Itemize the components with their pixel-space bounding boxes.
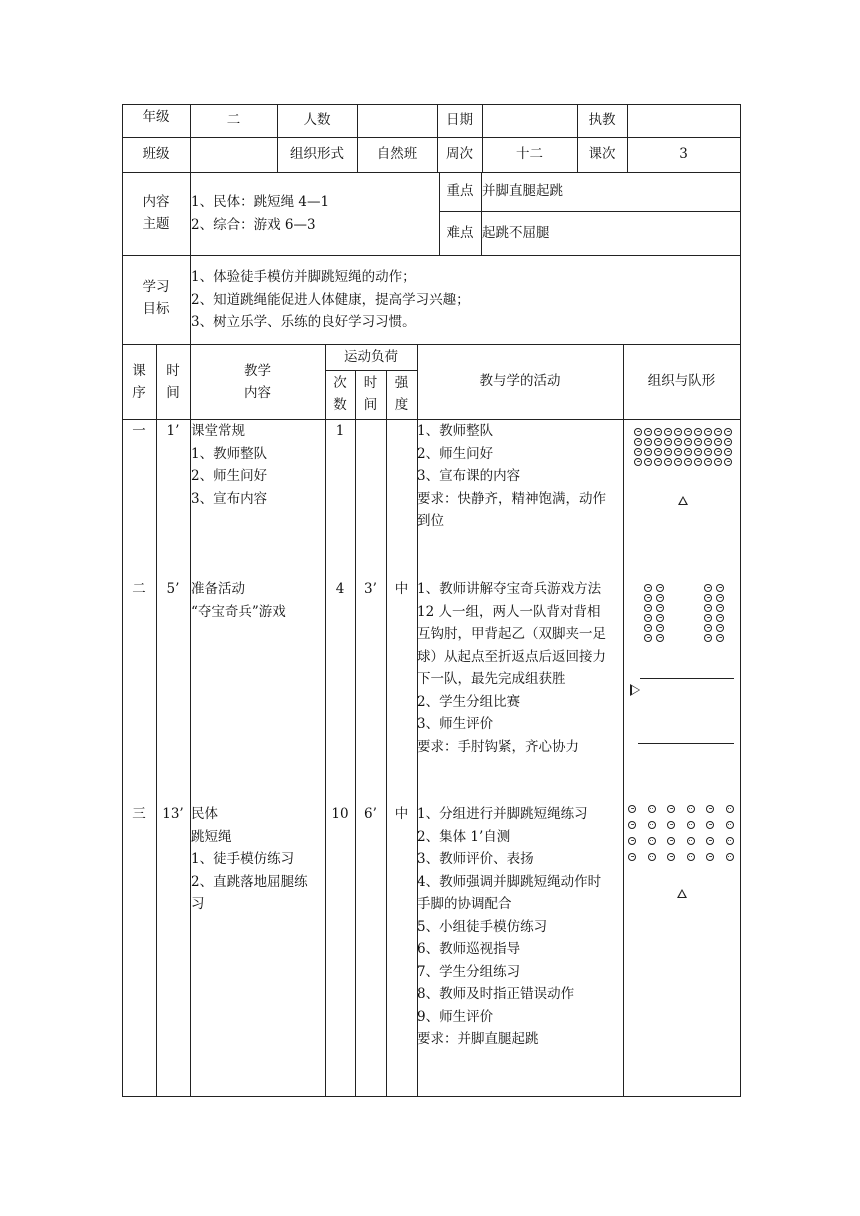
section-content-line: 1、教师整队 bbox=[191, 445, 268, 462]
student-icon bbox=[694, 458, 702, 466]
head-formation: 组织与队形 bbox=[647, 373, 716, 390]
student-icon bbox=[654, 428, 662, 436]
activity-line: 7、学生分组练习 bbox=[417, 963, 521, 980]
section-activity bbox=[417, 803, 623, 1051]
student-icon bbox=[656, 634, 664, 642]
difficulty-label: 难点 bbox=[446, 224, 474, 241]
student-icon bbox=[684, 428, 692, 436]
student-icon bbox=[716, 594, 724, 602]
activity-line: 3、宣布课的内容 bbox=[417, 468, 521, 484]
student-icon bbox=[704, 584, 712, 592]
student-icon bbox=[648, 821, 656, 829]
head-duration bbox=[355, 372, 386, 416]
student-icon bbox=[704, 594, 712, 602]
student-icon bbox=[694, 428, 702, 436]
student-icon bbox=[664, 428, 672, 436]
section-content-line: 准备活动 bbox=[191, 581, 245, 597]
student-icon bbox=[694, 448, 702, 456]
activity-line: 要求：并脚直腿起跳 bbox=[417, 1031, 539, 1047]
student-icon bbox=[704, 458, 712, 466]
head-duration-line: 时 bbox=[363, 375, 378, 391]
student-icon bbox=[704, 634, 712, 642]
student-icon bbox=[704, 614, 712, 622]
student-icon bbox=[656, 604, 664, 612]
student-icon bbox=[628, 837, 636, 845]
student-icon bbox=[724, 438, 732, 446]
student-icon bbox=[654, 448, 662, 456]
student-icon bbox=[687, 853, 695, 861]
section-content-line: 2、直跳落地屈腿练 bbox=[191, 873, 308, 890]
student-icon bbox=[644, 594, 652, 602]
student-icon bbox=[664, 438, 672, 446]
student-icon bbox=[716, 624, 724, 632]
activity-line: 到位 bbox=[417, 513, 444, 529]
student-icon bbox=[648, 805, 656, 813]
student-icon bbox=[674, 438, 682, 446]
grade-label: 年级 bbox=[142, 108, 170, 125]
activity-line: 8、教师及时指正错误动作 bbox=[417, 986, 575, 1002]
goals-list bbox=[191, 266, 731, 334]
activity-line: 2、学生分组比赛 bbox=[417, 693, 521, 710]
student-icon bbox=[644, 604, 652, 612]
goal-item: 2、知道跳绳能促进人体健康，提高学习兴趣； bbox=[191, 291, 470, 308]
activity-line: 要求：手肘钩紧，齐心协力 bbox=[417, 738, 579, 755]
student-icon bbox=[694, 438, 702, 446]
section-duration: 3’ bbox=[364, 580, 377, 597]
activity-line: 2、集体 1’自测 bbox=[417, 828, 511, 845]
student-icon bbox=[674, 428, 682, 436]
student-icon bbox=[644, 634, 652, 642]
class-label: 班级 bbox=[142, 146, 170, 163]
week-value: 十二 bbox=[516, 146, 543, 163]
section-count: 4 bbox=[335, 580, 345, 597]
head-content-line: 内容 bbox=[244, 385, 271, 401]
student-icon bbox=[684, 438, 692, 446]
student-icon bbox=[726, 853, 734, 861]
student-icon bbox=[704, 624, 712, 632]
week-label: 周次 bbox=[446, 146, 473, 163]
student-icon bbox=[704, 438, 712, 446]
section-content-line: 跳短绳 bbox=[191, 828, 232, 845]
student-icon bbox=[716, 604, 724, 612]
activity-line: 5、小组徒手模仿练习 bbox=[417, 918, 548, 935]
student-icon bbox=[644, 614, 652, 622]
student-icon bbox=[656, 584, 664, 592]
content-label bbox=[122, 191, 190, 235]
student-icon bbox=[664, 458, 672, 466]
section-intensity: 中 bbox=[394, 805, 409, 822]
student-icon bbox=[667, 805, 675, 813]
head-time bbox=[156, 360, 190, 404]
student-icon bbox=[628, 853, 636, 861]
student-icon bbox=[667, 853, 675, 861]
goals-label bbox=[122, 276, 190, 320]
student-icon bbox=[687, 837, 695, 845]
section-time: 13’ bbox=[162, 805, 184, 822]
student-icon bbox=[656, 614, 664, 622]
student-icon bbox=[634, 438, 642, 446]
student-icon bbox=[726, 821, 734, 829]
activity-line: 9、师生评价 bbox=[417, 1008, 494, 1025]
student-icon bbox=[714, 448, 722, 456]
section-count: 1 bbox=[335, 422, 345, 439]
section-order: 一 bbox=[132, 422, 146, 439]
student-icon bbox=[656, 594, 664, 602]
head-load: 运动负荷 bbox=[344, 349, 398, 366]
head-order-line: 课 bbox=[132, 363, 146, 379]
section-content-line: 民体 bbox=[191, 806, 218, 822]
student-icon bbox=[667, 837, 675, 845]
org-label: 组织形式 bbox=[290, 146, 344, 163]
student-icon bbox=[724, 458, 732, 466]
formation-diagram-2 bbox=[624, 578, 740, 748]
student-icon bbox=[644, 584, 652, 592]
student-icon bbox=[634, 448, 642, 456]
head-intensity-line: 度 bbox=[394, 397, 409, 413]
student-icon bbox=[667, 821, 675, 829]
head-time-line: 间 bbox=[166, 385, 180, 401]
content-label-line: 主题 bbox=[142, 216, 170, 232]
goals-label-line: 学习 bbox=[142, 279, 170, 295]
student-icon bbox=[648, 853, 656, 861]
activity-line: 12 人一组，两人一队背对背相 bbox=[417, 603, 601, 620]
section-content-line: 习 bbox=[191, 896, 205, 912]
people-value bbox=[357, 104, 437, 137]
boundary-line bbox=[640, 678, 734, 679]
content-topic-line: 2、综合：游戏 6—3 bbox=[191, 216, 316, 233]
key-label: 重点 bbox=[446, 183, 474, 200]
lesson-value: 3 bbox=[679, 146, 688, 163]
section-order: 二 bbox=[132, 580, 146, 597]
grade-value: 二 bbox=[226, 112, 241, 129]
student-icon bbox=[634, 458, 642, 466]
section-time: 1’ bbox=[166, 422, 180, 439]
section-content-line: “夺宝奇兵”游戏 bbox=[191, 603, 286, 620]
date-value bbox=[482, 104, 577, 137]
student-icon bbox=[704, 428, 712, 436]
head-intensity bbox=[386, 372, 417, 416]
teacher-icon bbox=[678, 496, 688, 505]
head-count bbox=[325, 372, 355, 416]
student-icon bbox=[724, 428, 732, 436]
student-icon bbox=[628, 805, 636, 813]
formation-diagram-1 bbox=[624, 420, 740, 510]
student-icon bbox=[714, 438, 722, 446]
student-icon bbox=[724, 448, 732, 456]
student-icon bbox=[716, 634, 724, 642]
student-icon bbox=[706, 805, 714, 813]
start-marker-icon bbox=[630, 684, 640, 696]
section-order: 三 bbox=[132, 805, 146, 822]
student-icon bbox=[714, 428, 722, 436]
student-icon bbox=[706, 837, 714, 845]
student-icon bbox=[644, 438, 652, 446]
boundary-line bbox=[638, 743, 734, 744]
section-time: 5’ bbox=[166, 580, 180, 597]
lesson-label: 课次 bbox=[588, 146, 616, 163]
student-icon bbox=[684, 458, 692, 466]
student-icon bbox=[656, 624, 664, 632]
activity-line: 互钩肘，甲背起乙（双脚夹一足 bbox=[417, 626, 606, 642]
student-icon bbox=[726, 805, 734, 813]
section-content-line: 1、徒手模仿练习 bbox=[191, 851, 295, 867]
content-topic-line: 1、民体：跳短绳 4—1 bbox=[191, 194, 330, 210]
activity-line: 1、教师整队 bbox=[417, 423, 494, 439]
student-icon bbox=[644, 624, 652, 632]
activity-line: 6、教师巡视指导 bbox=[417, 941, 521, 957]
section-content-line: 3、宣布内容 bbox=[191, 490, 268, 507]
student-icon bbox=[634, 428, 642, 436]
student-icon bbox=[628, 821, 636, 829]
student-icon bbox=[648, 837, 656, 845]
key-value: 并脚直腿起跳 bbox=[482, 183, 563, 200]
formation-diagram-3 bbox=[624, 803, 740, 903]
head-count-line: 数 bbox=[333, 397, 347, 413]
activity-line: 4、教师强调并脚跳短绳动作时 bbox=[417, 873, 602, 890]
student-icon bbox=[706, 853, 714, 861]
date-label: 日期 bbox=[446, 112, 473, 129]
section-activity bbox=[417, 420, 623, 533]
teacher-icon bbox=[677, 889, 687, 898]
head-content bbox=[190, 360, 325, 404]
activity-line: 3、教师评价、表扬 bbox=[417, 851, 534, 867]
activity-line: 1、分组进行并脚跳短绳练习 bbox=[417, 806, 588, 822]
student-icon bbox=[726, 837, 734, 845]
activity-line: 要求：快静齐，精神饱满，动作 bbox=[417, 490, 606, 507]
section-content bbox=[191, 578, 324, 623]
section-content bbox=[191, 803, 324, 916]
student-icon bbox=[684, 448, 692, 456]
head-time-line: 时 bbox=[166, 363, 180, 379]
head-order bbox=[122, 360, 156, 404]
student-icon bbox=[716, 584, 724, 592]
section-content bbox=[191, 420, 324, 510]
section-intensity bbox=[386, 420, 417, 442]
student-icon bbox=[644, 448, 652, 456]
difficulty-value: 起跳不屈腿 bbox=[482, 224, 550, 241]
class-value bbox=[190, 137, 277, 172]
section-duration: 6’ bbox=[364, 805, 377, 822]
student-icon bbox=[706, 821, 714, 829]
student-icon bbox=[654, 438, 662, 446]
student-icon bbox=[687, 821, 695, 829]
head-duration-line: 间 bbox=[363, 397, 378, 413]
section-content-line: 课堂常规 bbox=[191, 423, 245, 439]
activity-line: 3、师生评价 bbox=[417, 716, 494, 732]
activity-line: 球）从起点至折返点后返回接力 bbox=[417, 648, 606, 665]
goal-item: 3、树立乐学、乐练的良好学习习惯。 bbox=[191, 314, 416, 330]
student-icon bbox=[716, 614, 724, 622]
head-intensity-line: 强 bbox=[394, 375, 409, 391]
content-label-line: 内容 bbox=[142, 194, 170, 210]
people-label: 人数 bbox=[303, 112, 331, 129]
goal-item: 1、体验徒手模仿并脚跳短绳的动作； bbox=[191, 269, 416, 285]
section-intensity: 中 bbox=[394, 580, 409, 597]
activity-line: 2、师生问好 bbox=[417, 445, 494, 462]
student-icon bbox=[654, 458, 662, 466]
section-count: 10 bbox=[331, 805, 349, 822]
student-icon bbox=[714, 458, 722, 466]
student-icon bbox=[674, 448, 682, 456]
student-icon bbox=[664, 448, 672, 456]
goals-label-line: 目标 bbox=[142, 301, 170, 317]
student-icon bbox=[687, 805, 695, 813]
student-icon bbox=[704, 604, 712, 612]
head-activity: 教与学的活动 bbox=[479, 373, 561, 390]
activity-line: 下一队，最先完成组获胜 bbox=[417, 671, 566, 687]
teacher-label: 执教 bbox=[588, 112, 616, 129]
student-icon bbox=[674, 458, 682, 466]
section-duration bbox=[355, 420, 386, 442]
content-topics bbox=[191, 191, 437, 236]
head-count-line: 次 bbox=[333, 375, 347, 391]
teacher-value bbox=[627, 104, 740, 137]
student-icon bbox=[644, 428, 652, 436]
head-content-line: 教学 bbox=[244, 363, 271, 379]
org-value: 自然班 bbox=[376, 146, 418, 163]
head-order-line: 序 bbox=[132, 385, 146, 401]
section-content-line: 2、师生问好 bbox=[191, 468, 268, 484]
activity-line: 1、教师讲解夺宝奇兵游戏方法 bbox=[417, 581, 602, 597]
student-icon bbox=[704, 448, 712, 456]
section-activity bbox=[417, 578, 623, 758]
activity-line: 手脚的协调配合 bbox=[417, 896, 512, 912]
student-icon bbox=[644, 458, 652, 466]
